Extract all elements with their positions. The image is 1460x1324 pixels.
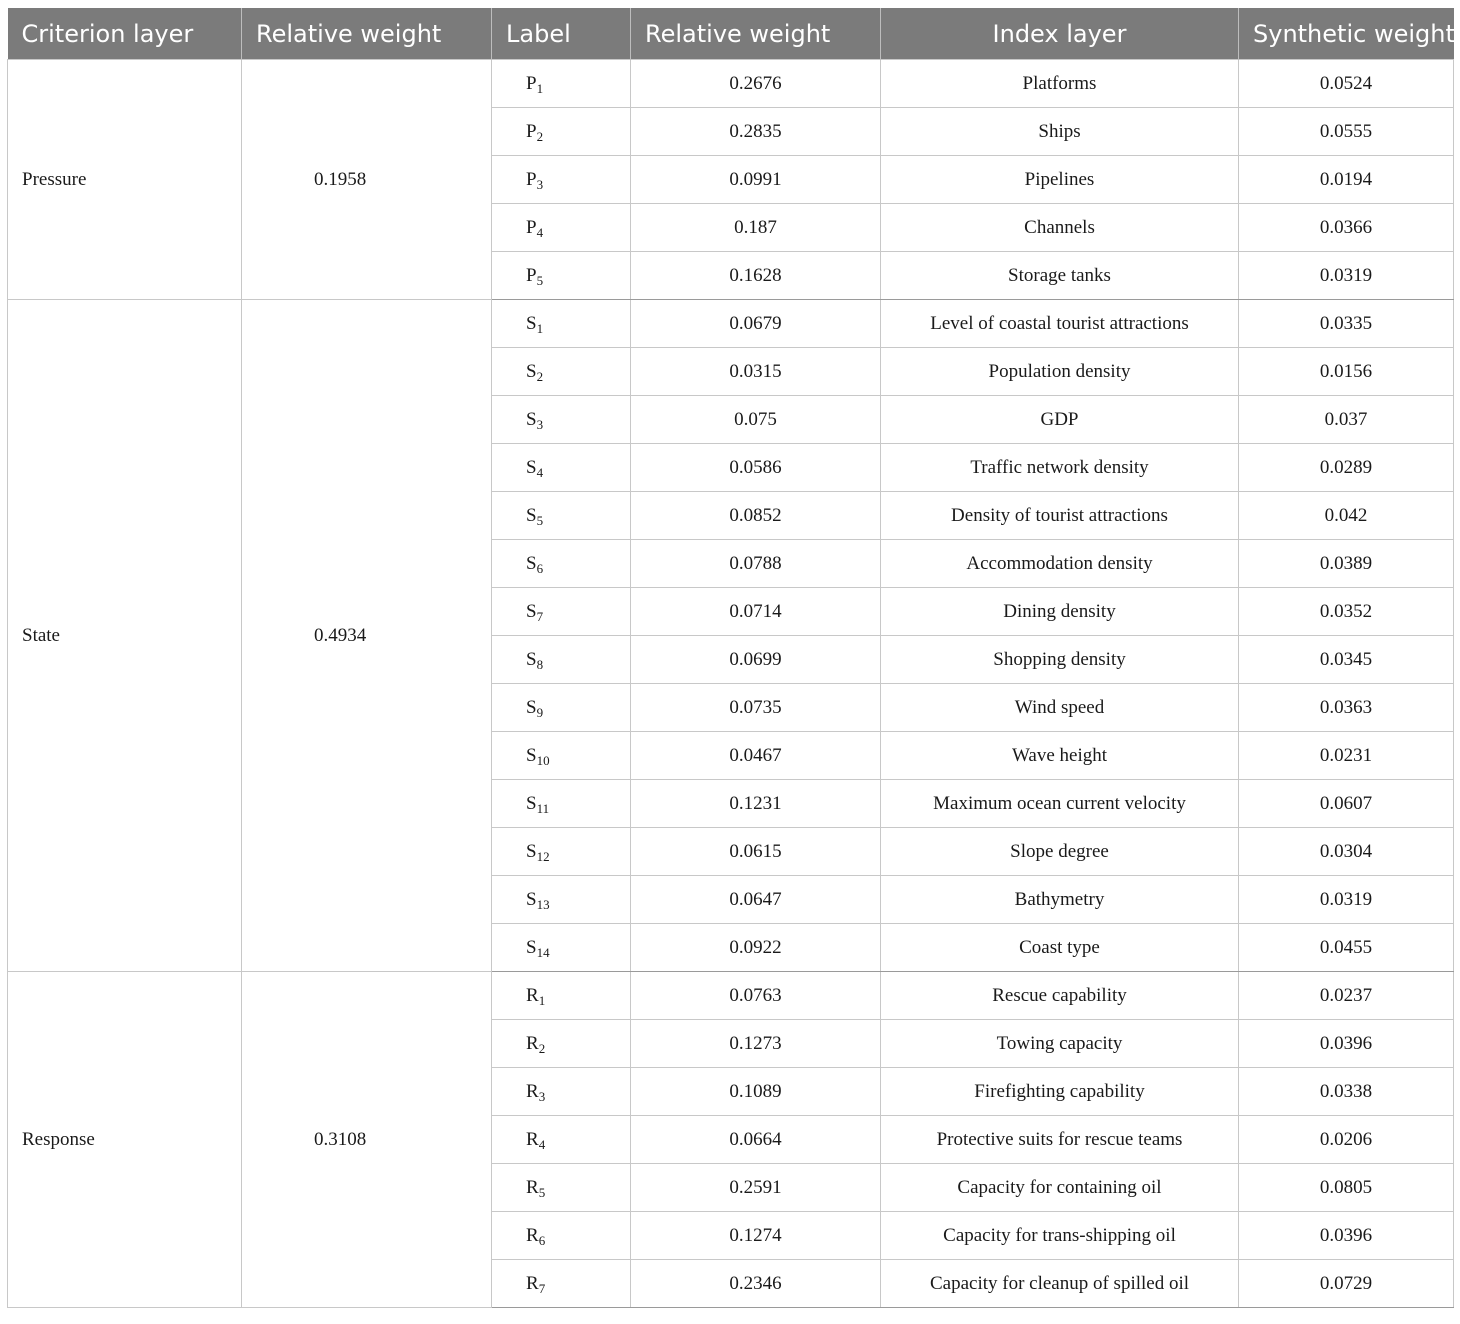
synthetic-weight-cell: 0.037: [1239, 396, 1454, 444]
synthetic-weight-cell: 0.0524: [1239, 60, 1454, 108]
label-subscript: 11: [536, 800, 550, 816]
relative-weight-cell: 0.0788: [631, 540, 881, 588]
label-cell: [492, 60, 631, 108]
label-cell: [492, 444, 631, 492]
label-cell: [492, 108, 631, 156]
header-synthetic-weight: Synthetic weight: [1239, 8, 1454, 60]
label-cell: [492, 636, 631, 684]
index-layer-cell: Storage tanks: [881, 252, 1239, 300]
relative-weight-cell: 0.0922: [631, 924, 881, 972]
label-letter: S: [526, 456, 537, 478]
label-subscript: 7: [538, 1280, 546, 1296]
label-cell: [492, 156, 631, 204]
relative-weight-cell: 0.1273: [631, 1020, 881, 1068]
label-cell: [492, 1260, 631, 1308]
index-layer-cell: Density of tourist attractions: [881, 492, 1239, 540]
label-cell: [492, 732, 631, 780]
relative-weight-cell: 0.0664: [631, 1116, 881, 1164]
relative-weight-cell: 0.2591: [631, 1164, 881, 1212]
label-cell: [492, 828, 631, 876]
index-layer-cell: Wind speed: [881, 684, 1239, 732]
label-subscript: 12: [536, 848, 550, 864]
criterion-layer-cell: Response: [8, 972, 242, 1308]
synthetic-weight-cell: 0.0363: [1239, 684, 1454, 732]
index-layer-cell: Pipelines: [881, 156, 1239, 204]
index-layer-cell: Firefighting capability: [881, 1068, 1239, 1116]
index-layer-cell: Rescue capability: [881, 972, 1239, 1020]
label-cell: [492, 972, 631, 1020]
relative-weight-cell: 0.0615: [631, 828, 881, 876]
label-subscript: 7: [536, 608, 544, 624]
label-cell: [492, 684, 631, 732]
index-layer-cell: Capacity for containing oil: [881, 1164, 1239, 1212]
label-subscript: 5: [538, 1184, 546, 1200]
label-letter: S: [526, 360, 537, 382]
index-layer-cell: Dining density: [881, 588, 1239, 636]
label-letter: S: [526, 648, 537, 670]
relative-weight-cell: 0.0679: [631, 300, 881, 348]
label-cell: [492, 780, 631, 828]
index-layer-cell: Population density: [881, 348, 1239, 396]
label-subscript: 4: [536, 464, 544, 480]
relative-weight-cell: 0.2676: [631, 60, 881, 108]
label-subscript: 1: [536, 80, 544, 96]
table-body: [8, 60, 1454, 1308]
synthetic-weight-cell: 0.0304: [1239, 828, 1454, 876]
label-cell: [492, 924, 631, 972]
relative-weight-cell: 0.1274: [631, 1212, 881, 1260]
label-letter: S: [526, 936, 537, 958]
relative-weight-cell: 0.0315: [631, 348, 881, 396]
synthetic-weight-cell: 0.0555: [1239, 108, 1454, 156]
relative-weight-cell: 0.1089: [631, 1068, 881, 1116]
label-letter: S: [526, 552, 537, 574]
synthetic-weight-cell: 0.0729: [1239, 1260, 1454, 1308]
label-subscript: 13: [536, 896, 550, 912]
index-layer-cell: Level of coastal tourist attractions: [881, 300, 1239, 348]
label-subscript: 3: [538, 1088, 546, 1104]
label-letter: R: [526, 1032, 539, 1054]
label-subscript: 5: [536, 272, 544, 288]
label-letter: R: [526, 1080, 539, 1102]
index-layer-cell: Wave height: [881, 732, 1239, 780]
relative-weight-cell: 0.0647: [631, 876, 881, 924]
label-letter: P: [526, 216, 537, 238]
label-letter: S: [526, 888, 537, 910]
criterion-layer-cell: Pressure: [8, 60, 242, 300]
label-cell: [492, 1020, 631, 1068]
label-cell: [492, 300, 631, 348]
label-subscript: 8: [536, 656, 544, 672]
label-letter: S: [526, 408, 537, 430]
synthetic-weight-cell: 0.0237: [1239, 972, 1454, 1020]
index-layer-cell: Protective suits for rescue teams: [881, 1116, 1239, 1164]
label-letter: S: [526, 744, 537, 766]
synthetic-weight-cell: 0.0231: [1239, 732, 1454, 780]
label-cell: [492, 588, 631, 636]
label-letter: S: [526, 840, 537, 862]
synthetic-weight-cell: 0.0396: [1239, 1212, 1454, 1260]
label-subscript: 6: [536, 560, 544, 576]
index-layer-cell: Bathymetry: [881, 876, 1239, 924]
label-letter: S: [526, 312, 537, 334]
synthetic-weight-cell: 0.0156: [1239, 348, 1454, 396]
synthetic-weight-cell: 0.0455: [1239, 924, 1454, 972]
label-letter: S: [526, 696, 537, 718]
label-subscript: 5: [536, 512, 544, 528]
label-letter: S: [526, 600, 537, 622]
criterion-weight-cell: 0.4934: [242, 300, 492, 972]
relative-weight-cell: 0.0852: [631, 492, 881, 540]
relative-weight-cell: 0.0467: [631, 732, 881, 780]
label-letter: R: [526, 984, 539, 1006]
label-letter: S: [526, 504, 537, 526]
synthetic-weight-cell: 0.0206: [1239, 1116, 1454, 1164]
relative-weight-cell: 0.0586: [631, 444, 881, 492]
index-layer-cell: Slope degree: [881, 828, 1239, 876]
synthetic-weight-cell: 0.0607: [1239, 780, 1454, 828]
index-layer-cell: Capacity for cleanup of spilled oil: [881, 1260, 1239, 1308]
label-cell: [492, 1068, 631, 1116]
label-cell: [492, 396, 631, 444]
label-subscript: 3: [536, 416, 544, 432]
header-index-layer: Index layer: [881, 8, 1239, 60]
label-subscript: 6: [538, 1232, 546, 1248]
label-cell: [492, 540, 631, 588]
header-criterion-layer: Criterion layer: [8, 8, 242, 60]
synthetic-weight-cell: 0.0345: [1239, 636, 1454, 684]
synthetic-weight-cell: 0.0319: [1239, 252, 1454, 300]
relative-weight-cell: 0.0991: [631, 156, 881, 204]
synthetic-weight-cell: 0.0366: [1239, 204, 1454, 252]
relative-weight-cell: 0.075: [631, 396, 881, 444]
synthetic-weight-cell: 0.0319: [1239, 876, 1454, 924]
index-layer-cell: Capacity for trans-shipping oil: [881, 1212, 1239, 1260]
relative-weight-cell: 0.1628: [631, 252, 881, 300]
synthetic-weight-cell: 0.0389: [1239, 540, 1454, 588]
synthetic-weight-cell: 0.0805: [1239, 1164, 1454, 1212]
table-row: [8, 60, 1454, 108]
index-layer-cell: Accommodation density: [881, 540, 1239, 588]
criterion-weight-cell: 0.1958: [242, 60, 492, 300]
criterion-weight-cell: 0.3108: [242, 972, 492, 1308]
label-letter: R: [526, 1224, 539, 1246]
label-letter: P: [526, 264, 537, 286]
label-letter: R: [526, 1176, 539, 1198]
label-subscript: 2: [538, 1040, 546, 1056]
relative-weight-cell: 0.2346: [631, 1260, 881, 1308]
label-cell: [492, 252, 631, 300]
label-letter: P: [526, 168, 537, 190]
label-subscript: 3: [536, 176, 544, 192]
label-cell: [492, 876, 631, 924]
index-layer-cell: Coast type: [881, 924, 1239, 972]
index-layer-cell: Shopping density: [881, 636, 1239, 684]
table-row: [8, 300, 1454, 348]
synthetic-weight-cell: 0.0338: [1239, 1068, 1454, 1116]
label-subscript: 4: [536, 224, 544, 240]
weights-table: [7, 8, 1454, 1308]
label-letter: P: [526, 72, 537, 94]
label-cell: [492, 1212, 631, 1260]
relative-weight-cell: 0.0763: [631, 972, 881, 1020]
index-layer-cell: Platforms: [881, 60, 1239, 108]
index-layer-cell: Traffic network density: [881, 444, 1239, 492]
label-subscript: 4: [538, 1136, 546, 1152]
relative-weight-cell: 0.0735: [631, 684, 881, 732]
index-layer-cell: Towing capacity: [881, 1020, 1239, 1068]
label-subscript: 1: [538, 992, 546, 1008]
label-subscript: 2: [536, 368, 544, 384]
label-letter: R: [526, 1272, 539, 1294]
label-cell: [492, 204, 631, 252]
label-subscript: 10: [536, 752, 550, 768]
synthetic-weight-cell: 0.0194: [1239, 156, 1454, 204]
synthetic-weight-cell: 0.042: [1239, 492, 1454, 540]
synthetic-weight-cell: 0.0352: [1239, 588, 1454, 636]
label-cell: [492, 348, 631, 396]
label-subscript: 9: [536, 704, 544, 720]
label-letter: S: [526, 792, 537, 814]
label-cell: [492, 1116, 631, 1164]
label-cell: [492, 492, 631, 540]
relative-weight-cell: 0.0699: [631, 636, 881, 684]
label-subscript: 1: [536, 320, 544, 336]
label-letter: R: [526, 1128, 539, 1150]
index-layer-cell: Ships: [881, 108, 1239, 156]
header-label: Label: [492, 8, 631, 60]
synthetic-weight-cell: 0.0396: [1239, 1020, 1454, 1068]
header-index-relative-weight: Relative weight: [631, 8, 881, 60]
relative-weight-cell: 0.187: [631, 204, 881, 252]
index-layer-cell: Maximum ocean current velocity: [881, 780, 1239, 828]
label-cell: [492, 1164, 631, 1212]
header-criterion-relative-weight: Relative weight: [242, 8, 492, 60]
label-letter: P: [526, 120, 537, 142]
relative-weight-cell: 0.1231: [631, 780, 881, 828]
index-layer-cell: GDP: [881, 396, 1239, 444]
table-row: [8, 972, 1454, 1020]
label-subscript: 14: [536, 944, 550, 960]
header-row: [8, 8, 1454, 60]
synthetic-weight-cell: 0.0335: [1239, 300, 1454, 348]
criterion-layer-cell: State: [8, 300, 242, 972]
relative-weight-cell: 0.2835: [631, 108, 881, 156]
relative-weight-cell: 0.0714: [631, 588, 881, 636]
index-layer-cell: Channels: [881, 204, 1239, 252]
synthetic-weight-cell: 0.0289: [1239, 444, 1454, 492]
weights-table-container: [7, 8, 1453, 1308]
label-subscript: 2: [536, 128, 544, 144]
